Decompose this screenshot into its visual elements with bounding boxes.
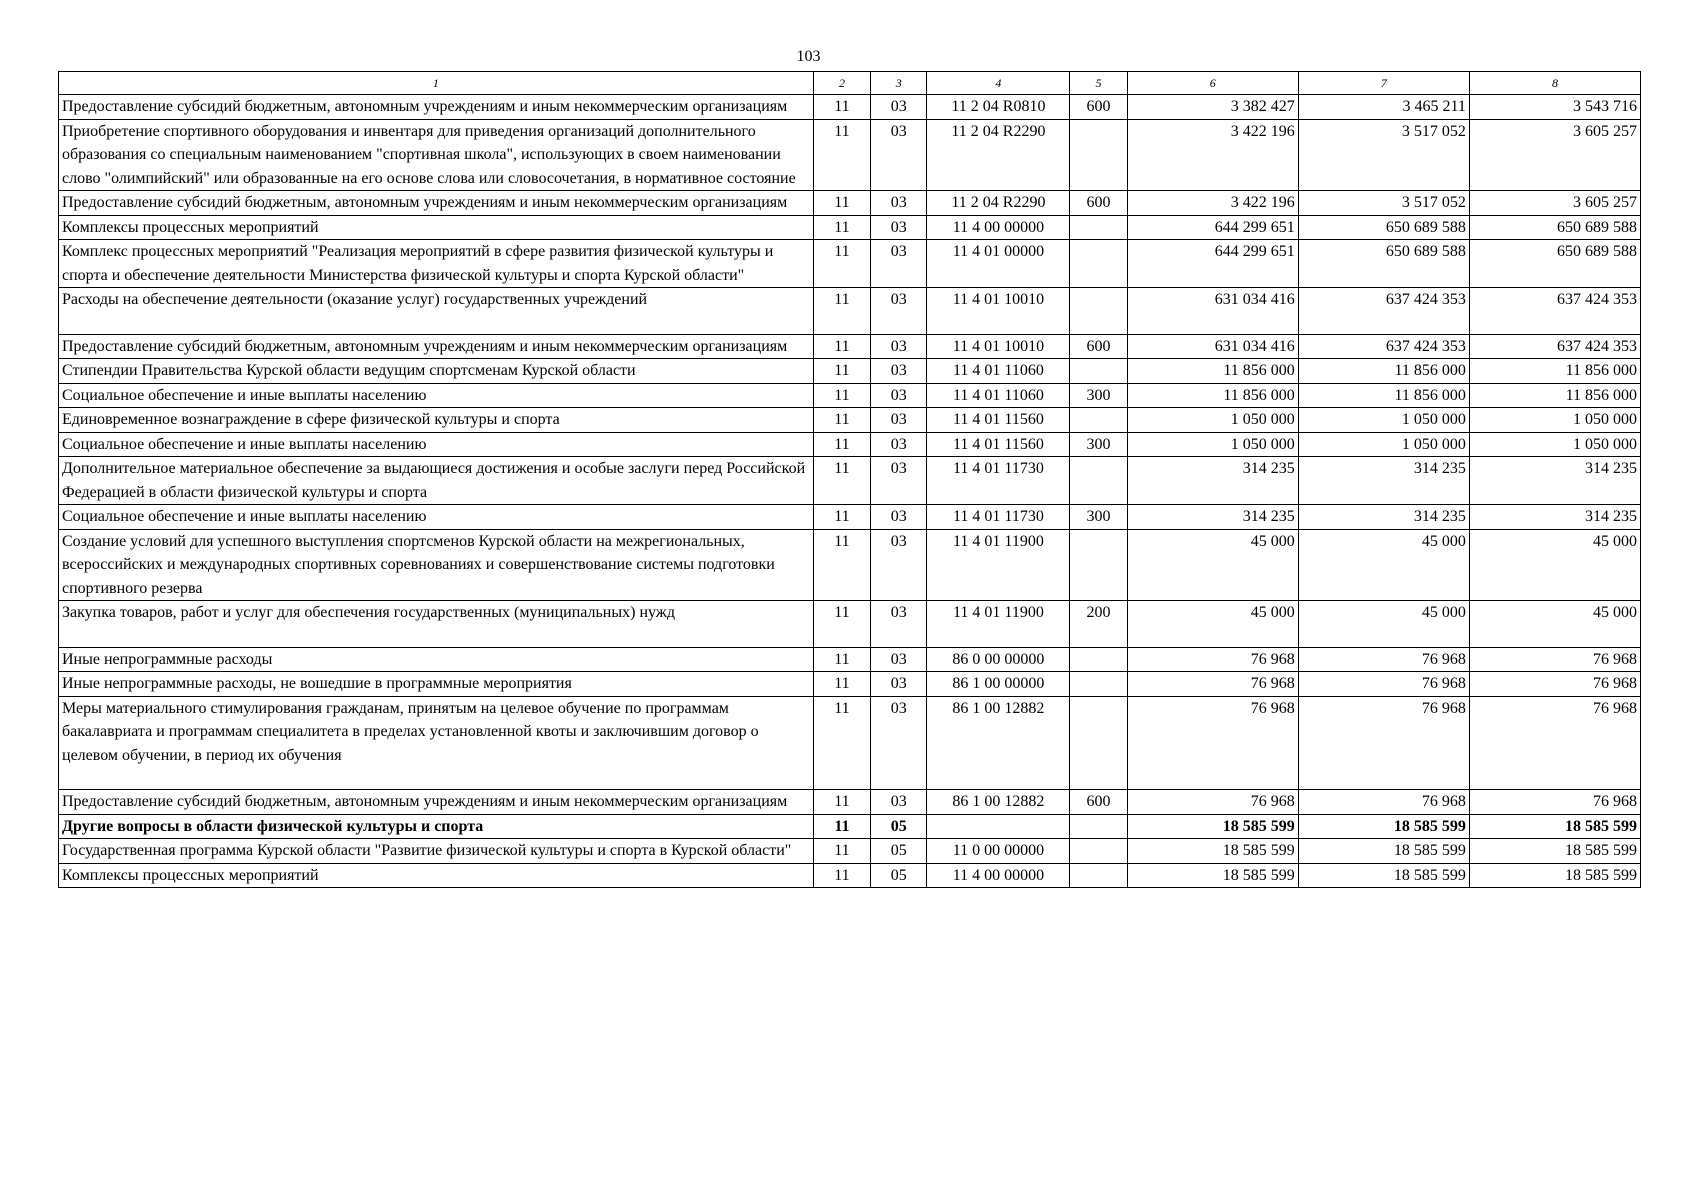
- section-code-cell: 11: [813, 863, 870, 888]
- table-row: [59, 334, 1641, 359]
- expense-type-cell: [1070, 672, 1127, 697]
- table-row: [59, 505, 1641, 530]
- expense-name-cell: Социальное обеспечение и иные выплаты населению: [59, 383, 814, 408]
- target-article-cell: 86 1 00 12882: [927, 790, 1070, 815]
- section-code-cell: 11: [813, 505, 870, 530]
- target-article-cell: 11 2 04 R2290: [927, 191, 1070, 216]
- expense-type-cell: 600: [1070, 191, 1127, 216]
- expense-type-cell: [1070, 240, 1127, 288]
- budget-table: [58, 71, 1641, 888]
- amount-year3-cell: 637 424 353: [1469, 334, 1640, 359]
- amount-year2-cell: 18 585 599: [1298, 863, 1469, 888]
- table-row: [59, 383, 1641, 408]
- amount-year2-cell: 76 968: [1298, 647, 1469, 672]
- expense-name-cell: Социальное обеспечение и иные выплаты населению: [59, 432, 814, 457]
- amount-year1-cell: 314 235: [1127, 505, 1298, 530]
- table-row: [59, 95, 1641, 120]
- amount-year2-cell: 76 968: [1298, 672, 1469, 697]
- table-row: [59, 863, 1641, 888]
- expense-name-cell: Предоставление субсидий бюджетным, автономным учреждениям и иным некоммерческим организациям: [59, 95, 814, 120]
- amount-year1-cell: 45 000: [1127, 601, 1298, 648]
- amount-year3-cell: 3 605 257: [1469, 119, 1640, 191]
- subsection-code-cell: 03: [871, 334, 927, 359]
- expense-type-cell: [1070, 215, 1127, 240]
- subsection-code-cell: 05: [871, 839, 927, 864]
- expense-type-cell: 300: [1070, 383, 1127, 408]
- subsection-code-cell: 03: [871, 95, 927, 120]
- table-row: [59, 359, 1641, 384]
- amount-year2-cell: 76 968: [1298, 790, 1469, 815]
- column-number: 6: [1127, 72, 1298, 95]
- column-number: 2: [813, 72, 870, 95]
- target-article-cell: 86 1 00 12882: [927, 696, 1070, 790]
- expense-type-cell: 300: [1070, 505, 1127, 530]
- section-code-cell: 11: [813, 408, 870, 433]
- expense-name-cell: Другие вопросы в области физической культуры и спорта: [59, 814, 814, 839]
- target-article-cell: 11 4 01 11900: [927, 601, 1070, 648]
- expense-name-cell: Приобретение спортивного оборудования и инвентаря для приведения организаций дополнительного образования со специальным наименованием "спортивная школа", использующих в своем наименовании слово "олимпийский" или образованные на его основе слова или словосочетания, в нормативное состояние: [59, 119, 814, 191]
- expense-name-cell: Комплекс процессных мероприятий "Реализация мероприятий в сфере развития физической культуры и спорта и обеспечение деятельности Министерства физической культуры и спорта Курской области": [59, 240, 814, 288]
- target-article-cell: 11 4 00 00000: [927, 215, 1070, 240]
- section-code-cell: 11: [813, 672, 870, 697]
- amount-year1-cell: 11 856 000: [1127, 359, 1298, 384]
- target-article-cell: 11 4 01 11560: [927, 432, 1070, 457]
- amount-year3-cell: 76 968: [1469, 696, 1640, 790]
- subsection-code-cell: 03: [871, 696, 927, 790]
- section-code-cell: 11: [813, 119, 870, 191]
- section-code-cell: 11: [813, 240, 870, 288]
- expense-name-cell: Закупка товаров, работ и услуг для обеспечения государственных (муниципальных) нужд: [59, 601, 814, 648]
- expense-name-cell: Дополнительное материальное обеспечение за выдающиеся достижения и особые заслуги перед Российской Федерацией в области физической культуры и спорта: [59, 457, 814, 505]
- expense-name-cell: Предоставление субсидий бюджетным, автономным учреждениям и иным некоммерческим организациям: [59, 334, 814, 359]
- section-code-cell: 11: [813, 288, 870, 335]
- table-row: [59, 457, 1641, 505]
- target-article-cell: 11 2 04 R0810: [927, 95, 1070, 120]
- section-code-cell: 11: [813, 359, 870, 384]
- section-code-cell: 11: [813, 334, 870, 359]
- table-row: [59, 647, 1641, 672]
- amount-year2-cell: 76 968: [1298, 696, 1469, 790]
- expense-type-cell: [1070, 408, 1127, 433]
- column-number: 7: [1298, 72, 1469, 95]
- amount-year2-cell: 314 235: [1298, 505, 1469, 530]
- amount-year1-cell: 18 585 599: [1127, 814, 1298, 839]
- amount-year2-cell: 637 424 353: [1298, 288, 1469, 335]
- subsection-code-cell: 03: [871, 672, 927, 697]
- column-number-row: [59, 72, 1641, 95]
- table-row: [59, 191, 1641, 216]
- section-code-cell: 11: [813, 529, 870, 601]
- subsection-code-cell: 03: [871, 359, 927, 384]
- amount-year3-cell: 3 543 716: [1469, 95, 1640, 120]
- subsection-code-cell: 03: [871, 432, 927, 457]
- amount-year3-cell: 76 968: [1469, 790, 1640, 815]
- expense-type-cell: [1070, 863, 1127, 888]
- expense-type-cell: [1070, 839, 1127, 864]
- amount-year1-cell: 11 856 000: [1127, 383, 1298, 408]
- expense-name-cell: Стипендии Правительства Курской области ведущим спортсменам Курской области: [59, 359, 814, 384]
- expense-name-cell: Государственная программа Курской области "Развитие физической культуры и спорта в Курской области": [59, 839, 814, 864]
- table-row: [59, 408, 1641, 433]
- target-article-cell: [927, 814, 1070, 839]
- table-row: [59, 215, 1641, 240]
- expense-type-cell: [1070, 457, 1127, 505]
- section-code-cell: 11: [813, 432, 870, 457]
- page-number: 103: [796, 48, 821, 65]
- table-row: [59, 696, 1641, 790]
- amount-year1-cell: 76 968: [1127, 647, 1298, 672]
- amount-year2-cell: 3 517 052: [1298, 191, 1469, 216]
- column-number: 4: [927, 72, 1070, 95]
- subsection-code-cell: 05: [871, 863, 927, 888]
- amount-year1-cell: 76 968: [1127, 672, 1298, 697]
- amount-year3-cell: 18 585 599: [1469, 839, 1640, 864]
- expense-type-cell: [1070, 647, 1127, 672]
- section-code-cell: 11: [813, 790, 870, 815]
- subsection-code-cell: 03: [871, 240, 927, 288]
- amount-year3-cell: 18 585 599: [1469, 814, 1640, 839]
- amount-year2-cell: 45 000: [1298, 601, 1469, 648]
- table-row: [59, 601, 1641, 648]
- amount-year2-cell: 45 000: [1298, 529, 1469, 601]
- amount-year2-cell: 18 585 599: [1298, 814, 1469, 839]
- subsection-code-cell: 03: [871, 408, 927, 433]
- column-number: 5: [1070, 72, 1127, 95]
- expense-type-cell: 600: [1070, 334, 1127, 359]
- amount-year3-cell: 76 968: [1469, 647, 1640, 672]
- target-article-cell: 86 1 00 00000: [927, 672, 1070, 697]
- amount-year3-cell: 45 000: [1469, 529, 1640, 601]
- amount-year1-cell: 3 422 196: [1127, 191, 1298, 216]
- expense-name-cell: Комплексы процессных мероприятий: [59, 863, 814, 888]
- table-row: [59, 839, 1641, 864]
- expense-name-cell: Расходы на обеспечение деятельности (оказание услуг) государственных учреждений: [59, 288, 814, 335]
- subsection-code-cell: 03: [871, 647, 927, 672]
- amount-year1-cell: 45 000: [1127, 529, 1298, 601]
- expense-type-cell: [1070, 288, 1127, 335]
- section-code-cell: 11: [813, 601, 870, 648]
- amount-year2-cell: 314 235: [1298, 457, 1469, 505]
- target-article-cell: 11 4 01 11730: [927, 457, 1070, 505]
- amount-year2-cell: 650 689 588: [1298, 240, 1469, 288]
- amount-year1-cell: 1 050 000: [1127, 432, 1298, 457]
- amount-year1-cell: 1 050 000: [1127, 408, 1298, 433]
- subsection-code-cell: 05: [871, 814, 927, 839]
- subsection-code-cell: 03: [871, 505, 927, 530]
- expense-name-cell: Предоставление субсидий бюджетным, автономным учреждениям и иным некоммерческим организациям: [59, 790, 814, 815]
- expense-name-cell: Меры материального стимулирования гражданам, принятым на целевое обучение по программам бакалавриата и программам специалитета в пределах установленной квоты и заключившим договор о целевом обучении, в период их обучения: [59, 696, 814, 790]
- amount-year2-cell: 1 050 000: [1298, 408, 1469, 433]
- amount-year3-cell: 650 689 588: [1469, 215, 1640, 240]
- amount-year1-cell: 631 034 416: [1127, 288, 1298, 335]
- amount-year3-cell: 11 856 000: [1469, 359, 1640, 384]
- expense-name-cell: Создание условий для успешного выступления спортсменов Курской области на межрегиональных, всероссийских и международных спортивных соревнованиях и совершенствование системы подготовки спортивного резерва: [59, 529, 814, 601]
- expense-type-cell: [1070, 696, 1127, 790]
- section-code-cell: 11: [813, 95, 870, 120]
- expense-type-cell: 200: [1070, 601, 1127, 648]
- amount-year1-cell: 76 968: [1127, 696, 1298, 790]
- subsection-code-cell: 03: [871, 601, 927, 648]
- subsection-code-cell: 03: [871, 790, 927, 815]
- amount-year3-cell: 314 235: [1469, 505, 1640, 530]
- subsection-code-cell: 03: [871, 215, 927, 240]
- expense-type-cell: [1070, 529, 1127, 601]
- target-article-cell: 11 4 01 11560: [927, 408, 1070, 433]
- table-row: [59, 529, 1641, 601]
- table-row: [59, 432, 1641, 457]
- amount-year2-cell: 650 689 588: [1298, 215, 1469, 240]
- subsection-code-cell: 03: [871, 383, 927, 408]
- section-code-cell: 11: [813, 457, 870, 505]
- target-article-cell: 11 4 01 00000: [927, 240, 1070, 288]
- amount-year2-cell: 11 856 000: [1298, 383, 1469, 408]
- amount-year1-cell: 76 968: [1127, 790, 1298, 815]
- table-row: [59, 240, 1641, 288]
- amount-year2-cell: 3 517 052: [1298, 119, 1469, 191]
- amount-year3-cell: 11 856 000: [1469, 383, 1640, 408]
- amount-year1-cell: 18 585 599: [1127, 839, 1298, 864]
- subsection-code-cell: 03: [871, 529, 927, 601]
- target-article-cell: 11 4 00 00000: [927, 863, 1070, 888]
- amount-year1-cell: 3 422 196: [1127, 119, 1298, 191]
- amount-year2-cell: 1 050 000: [1298, 432, 1469, 457]
- amount-year1-cell: 644 299 651: [1127, 215, 1298, 240]
- table-row: [59, 790, 1641, 815]
- section-code-cell: 11: [813, 696, 870, 790]
- section-code-cell: 11: [813, 814, 870, 839]
- amount-year3-cell: 76 968: [1469, 672, 1640, 697]
- section-code-cell: 11: [813, 215, 870, 240]
- expense-name-cell: Иные непрограммные расходы, не вошедшие в программные мероприятия: [59, 672, 814, 697]
- expense-type-cell: [1070, 119, 1127, 191]
- column-number: 3: [871, 72, 927, 95]
- amount-year3-cell: 650 689 588: [1469, 240, 1640, 288]
- amount-year1-cell: 314 235: [1127, 457, 1298, 505]
- target-article-cell: 11 4 01 11060: [927, 359, 1070, 384]
- amount-year3-cell: 18 585 599: [1469, 863, 1640, 888]
- amount-year3-cell: 314 235: [1469, 457, 1640, 505]
- target-article-cell: 11 4 01 10010: [927, 334, 1070, 359]
- table-row: [59, 119, 1641, 191]
- amount-year2-cell: 3 465 211: [1298, 95, 1469, 120]
- subsection-code-cell: 03: [871, 288, 927, 335]
- expense-name-cell: Единовременное вознаграждение в сфере физической культуры и спорта: [59, 408, 814, 433]
- section-code-cell: 11: [813, 191, 870, 216]
- expense-type-cell: 300: [1070, 432, 1127, 457]
- table-row: [59, 814, 1641, 839]
- target-article-cell: 11 0 00 00000: [927, 839, 1070, 864]
- amount-year2-cell: 11 856 000: [1298, 359, 1469, 384]
- expense-type-cell: 600: [1070, 790, 1127, 815]
- amount-year3-cell: 45 000: [1469, 601, 1640, 648]
- amount-year3-cell: 3 605 257: [1469, 191, 1640, 216]
- amount-year1-cell: 18 585 599: [1127, 863, 1298, 888]
- expense-name-cell: Комплексы процессных мероприятий: [59, 215, 814, 240]
- target-article-cell: 11 4 01 11730: [927, 505, 1070, 530]
- section-code-cell: 11: [813, 647, 870, 672]
- amount-year1-cell: 644 299 651: [1127, 240, 1298, 288]
- amount-year3-cell: 1 050 000: [1469, 408, 1640, 433]
- column-number: 1: [59, 72, 814, 95]
- table-row: [59, 288, 1641, 335]
- amount-year1-cell: 631 034 416: [1127, 334, 1298, 359]
- amount-year2-cell: 18 585 599: [1298, 839, 1469, 864]
- expense-type-cell: [1070, 814, 1127, 839]
- subsection-code-cell: 03: [871, 191, 927, 216]
- expense-type-cell: [1070, 359, 1127, 384]
- target-article-cell: 86 0 00 00000: [927, 647, 1070, 672]
- target-article-cell: 11 2 04 R2290: [927, 119, 1070, 191]
- expense-type-cell: 600: [1070, 95, 1127, 120]
- expense-name-cell: Иные непрограммные расходы: [59, 647, 814, 672]
- amount-year2-cell: 637 424 353: [1298, 334, 1469, 359]
- expense-name-cell: Социальное обеспечение и иные выплаты населению: [59, 505, 814, 530]
- table-row: [59, 672, 1641, 697]
- target-article-cell: 11 4 01 10010: [927, 288, 1070, 335]
- section-code-cell: 11: [813, 839, 870, 864]
- subsection-code-cell: 03: [871, 119, 927, 191]
- column-number: 8: [1469, 72, 1640, 95]
- section-code-cell: 11: [813, 383, 870, 408]
- amount-year1-cell: 3 382 427: [1127, 95, 1298, 120]
- target-article-cell: 11 4 01 11900: [927, 529, 1070, 601]
- amount-year3-cell: 637 424 353: [1469, 288, 1640, 335]
- expense-name-cell: Предоставление субсидий бюджетным, автономным учреждениям и иным некоммерческим организациям: [59, 191, 814, 216]
- target-article-cell: 11 4 01 11060: [927, 383, 1070, 408]
- subsection-code-cell: 03: [871, 457, 927, 505]
- amount-year3-cell: 1 050 000: [1469, 432, 1640, 457]
